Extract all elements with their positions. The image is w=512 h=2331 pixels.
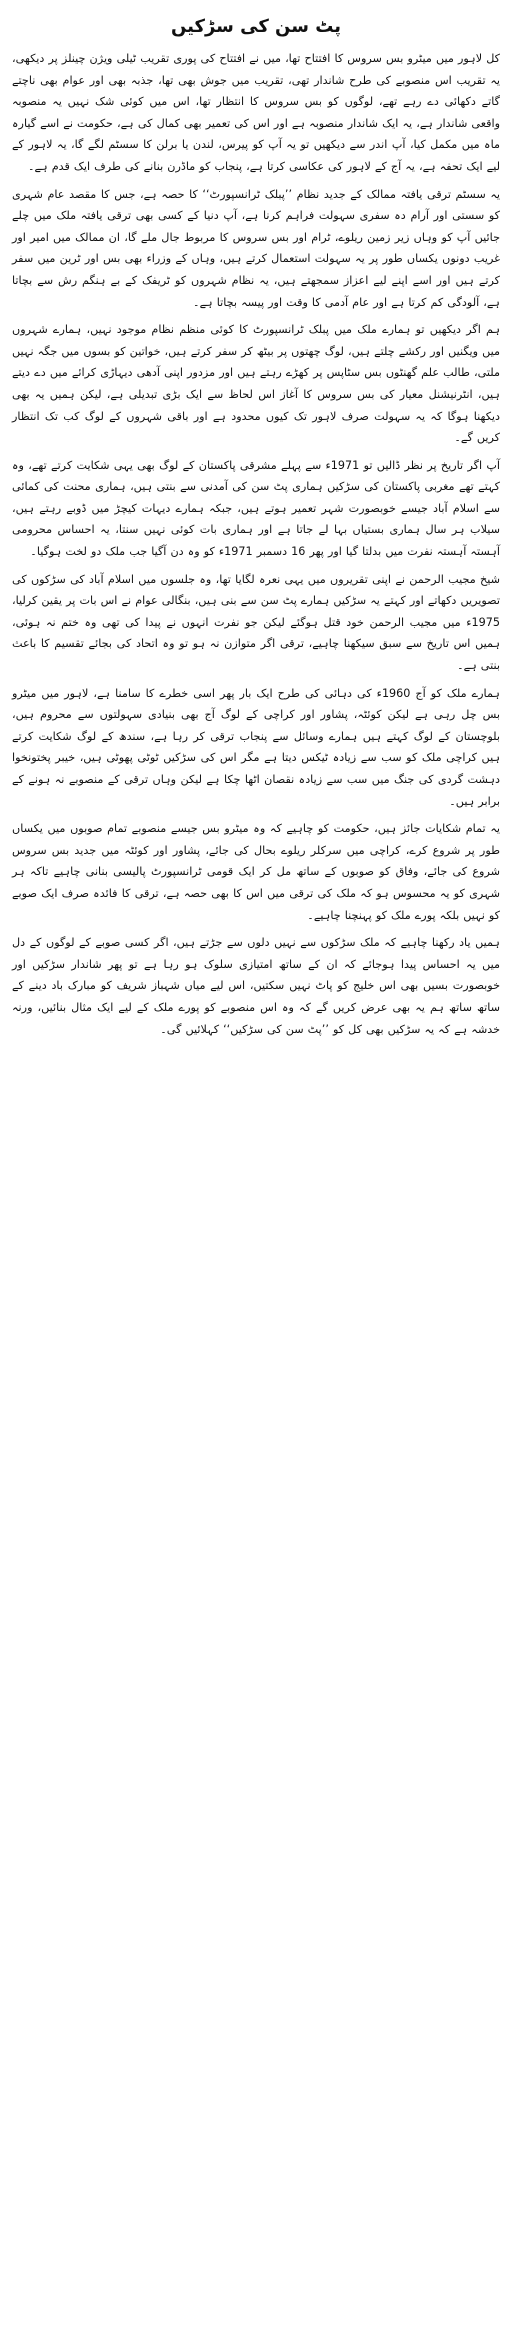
- article-paragraph-6: ہمارے ملک کو آج 1960ء کی دہائی کی طرح ایک بار پھر اسی خطرے کا سامنا ہے، لاہور میں میٹرو بس چل رہی ہے لیکن کوئٹہ، پشاور اور کراچی کے لوگ آج بھی بنیادی سہولتوں سے محروم ہیں، بلوچستان کے لوگ کہتے ہیں ہمارے وسائل سے پنجاب ترقی کر رہا ہے، سندھ کے لوگ شکایت کرتے ہیں کراچی ملک کو سب سے زیادہ ٹیکس دیتا ہے مگر اس کی سڑکیں ٹوٹی پھوٹی ہیں، خیبر پختونخوا دہشت گردی کی جنگ میں سب سے زیادہ نقصان اٹھا چکا ہے لیکن وہاں ترقی کے منصوبے نہ ہونے کے برابر ہیں۔: [12, 686, 500, 808]
- article-paragraph-5: شیخ مجیب الرحمن نے اپنی تقریروں میں یہی نعرہ لگایا تھا، وہ جلسوں میں اسلام آباد کی سڑکوں کی تصویریں دکھاتے اور کہتے یہ سڑکیں ہمارے پٹ سن سے بنی ہیں، بنگالی عوام نے اس بات پر یقین کرلیا، 1975ء میں مجیب الرحمن خود قتل ہوگئے لیکن جو نفرت انہوں نے پیدا کی تھی وہ ختم نہ ہوئی، ہمیں اس تاریخ سے سبق سیکھنا چاہیے، ترقی اگر متوازن نہ ہو تو وہ اتحاد کی بجائے تقسیم کا باعث بنتی ہے۔: [12, 572, 500, 673]
- article-paragraph-1: کل لاہور میں میٹرو بس سروس کا افتتاح تھا، میں نے افتتاح کی پوری تقریب ٹیلی ویژن چینلز پر دیکھی، یہ تقریب اس منصوبے کی طرح شاندار تھی، تقریب میں جوش بھی تھا، جذبہ بھی اور عوام بھی ناچتے گاتے دکھائی دے رہے تھے، لوگوں کو بس سروس کا انتظار تھا، اس میں کوئی شک نہیں یہ منصوبہ واقعی شاندار ہے، یہ ایک شاندار منصوبہ ہے اور اس کی تعمیر بھی کمال کی ہے، حکومت نے اسے گیارہ ماہ میں مکمل کیا، آپ اندر سے دیکھیں تو یہ آپ کو پیرس، لندن یا برلن کا سسٹم لگے گا، یہ لاہور کے لیے ایک تحفہ ہے، یہ آج کے لاہور کی عکاسی کرتا ہے، پنجاب کو ماڈرن بنانے کی طرف ایک قدم ہے۔: [12, 52, 500, 173]
- article-paragraph-7: یہ تمام شکایات جائز ہیں، حکومت کو چاہیے کہ وہ میٹرو بس جیسے منصوبے تمام صوبوں میں یکساں طور پر شروع کرے، کراچی میں سرکلر ریلوے بحال کی جائے، پشاور اور کوئٹہ میں جدید بس سروس شروع کی جائے، وفاق کو صوبوں کے ساتھ مل کر ایک قومی ٹرانسپورٹ پالیسی بنانی چاہیے تاکہ ہر شہری کو یہ محسوس ہو کہ ملک کی ترقی میں اس کا بھی حصہ ہے، ترقی کا فائدہ صرف ایک صوبے کو نہیں بلکہ پورے ملک کو پہنچنا چاہیے۔: [12, 822, 500, 922]
- article-body: [12, 48, 500, 1040]
- article-title: پٹ سن کی سڑکیں: [170, 16, 342, 37]
- article-paragraph-8: ہمیں یاد رکھنا چاہیے کہ ملک سڑکوں سے نہیں دلوں سے جڑتے ہیں، اگر کسی صوبے کے لوگوں کے دل میں یہ احساس پیدا ہوجائے کہ ان کے ساتھ امتیازی سلوک ہو رہا ہے تو پھر شاندار سڑکیں اور خوبصورت بسیں بھی اس خلیج کو پاٹ نہیں سکتیں، اس لیے میاں شہباز شریف کو مبارک باد دینے کے ساتھ ساتھ ہم یہ بھی عرض کریں گے کہ وہ اس منصوبے کو پورے ملک کے لیے ایک مثال بنائیں، ورنہ خدشہ ہے کہ یہ سڑکیں بھی کل کو ’’پٹ سن کی سڑکیں‘‘ کہلائیں گی۔: [12, 936, 500, 1036]
- article-paragraph-3: ہم اگر دیکھیں تو ہمارے ملک میں پبلک ٹرانسپورٹ کا کوئی منظم نظام موجود نہیں، ہمارے شہروں میں ویگنیں اور رکشے چلتے ہیں، لوگ چھتوں پر بیٹھ کر سفر کرتے ہیں، خواتین کو بسوں میں جگہ نہیں ملتی، طالب علم گھنٹوں بس سٹاپس پر کھڑے رہتے ہیں اور مزدور اپنی آدھی دیہاڑی کرائے میں دے دیتے ہیں، انٹرنیشنل معیار کی بس سروس کا آغاز اس لحاظ سے ایک بڑی تبدیلی ہے، لیکن ہمیں یہ بھی دیکھنا ہوگا کہ یہ سہولت صرف لاہور تک کیوں محدود ہے اور باقی شہروں کے لوگ کب تک انتظار کریں گے۔: [12, 323, 500, 445]
- article-paragraph-4: آپ اگر تاریخ پر نظر ڈالیں تو 1971ء سے پہلے مشرقی پاکستان کے لوگ بھی یہی شکایت کرتے تھے، وہ کہتے تھے مغربی پاکستان کی سڑکیں ہماری پٹ سن کی آمدنی سے بنتی ہیں، ہماری محنت کی کمائی سے اسلام آباد جیسے خوبصورت شہر تعمیر ہوتے ہیں، جبکہ ہمارے دیہات کیچڑ میں ڈوبے رہتے ہیں، سیلاب ہر سال ہماری بستیاں بہا لے جاتا ہے اور ہماری بات کوئی نہیں سنتا، یہ احساس محرومی آہستہ آہستہ نفرت میں بدلتا گیا اور پھر 16 دسمبر 1971ء کو وہ دن آگیا جب ملک دو لخت ہوگیا۔: [12, 458, 501, 559]
- article-paragraph-2: یہ سسٹم ترقی یافتہ ممالک کے جدید نظام ’’پبلک ٹرانسپورٹ‘‘ کا حصہ ہے، جس کا مقصد عام شہری کو سستی اور آرام دہ سفری سہولت فراہم کرنا ہے، آپ دنیا کے کسی بھی ترقی یافتہ ملک میں چلے جائیں آپ کو وہاں زیر زمین ریلوے، ٹرام اور بس سروس کا مربوط جال ملے گا، ان ممالک میں امیر اور غریب دونوں یکساں طور پر یہ سہولت استعمال کرتے ہیں، وہاں کے وزراء بھی بس اور ٹرین میں سفر کرتے ہیں اور اسے اپنے لیے اعزاز سمجھتے ہیں، یہ نظام شہروں کو ٹریفک کے بے ہنگم رش سے بچاتا ہے، آلودگی کم کرتا ہے اور عام آدمی کا وقت اور پیسہ بچاتا ہے۔: [12, 187, 500, 309]
